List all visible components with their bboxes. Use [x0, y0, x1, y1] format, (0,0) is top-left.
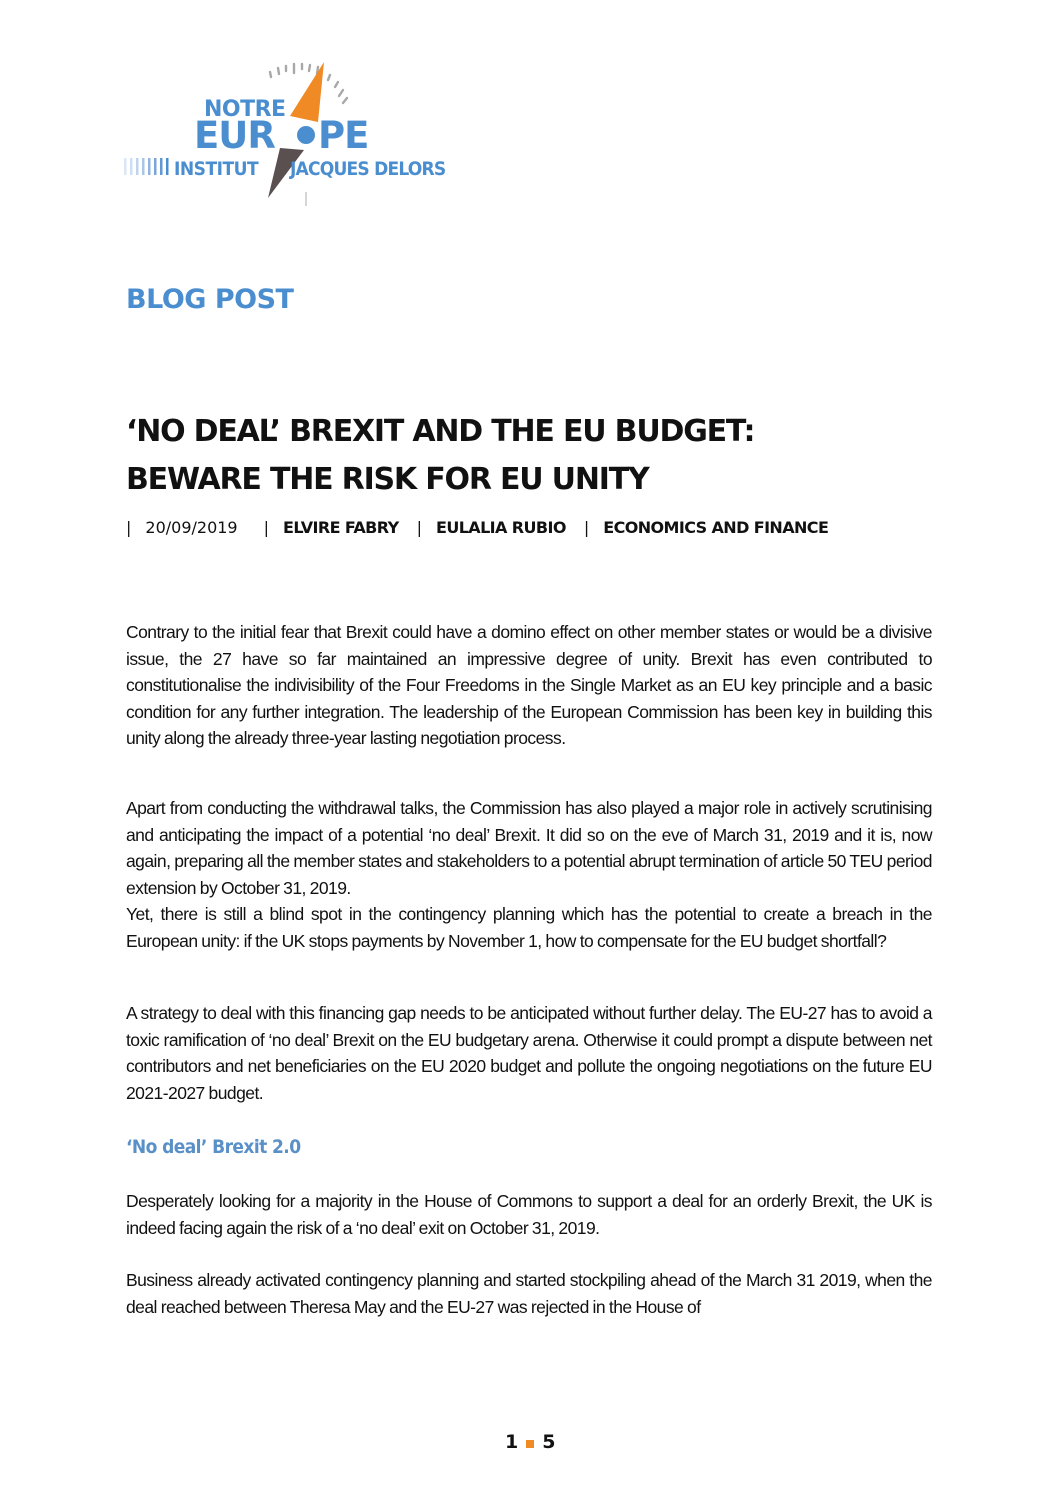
meta-separator: |	[263, 518, 269, 537]
logo-eur: EUR	[194, 114, 275, 157]
article-paragraph: Yet, there is still a blind spot in the contingency planning which has the potential to create a breach in the European unity: if the UK stops payments by November 1, how to compensate for the EU budget shortfall?	[126, 904, 932, 951]
meta-separator: |	[416, 518, 422, 537]
article-title	[126, 408, 754, 504]
author-link[interactable]: EULALIA RUBIO	[435, 518, 566, 537]
logo-notre: NOTRE	[204, 97, 286, 122]
logo-pe: PE	[318, 114, 369, 157]
meta-separator: |	[126, 518, 132, 537]
section-heading: ‘No deal’ Brexit 2.0	[126, 1136, 301, 1158]
notre-europe-logo	[118, 58, 448, 208]
logo-institut: INSTITUT	[174, 158, 259, 180]
logo-stripes-icon	[124, 158, 169, 175]
author-link[interactable]: ELVIRE FABRY	[283, 518, 399, 537]
article-paragraph: Business already activated contingency planning and started stockpiling ahead of the March 31 2019, when the deal reached between Theresa May and the EU-27 was rejected in the House of	[126, 1270, 932, 1317]
total-pages: 5	[542, 1431, 556, 1453]
blog-post-label: BLOG POST	[126, 284, 294, 315]
page-separator-icon	[526, 1440, 534, 1448]
article-paragraph: A strategy to deal with this financing gap needs to be anticipated without further delay. The EU-27 has to avoid a toxic ramification of ‘no deal’ Brexit on the EU budgetary arena. Otherwise it could prompt a dispute between net contributors and net beneficiaries on the EU 2020 budget and pollute the ongoing negotiations on the future EU 2021-2027 budget.	[126, 1003, 932, 1103]
publish-date: 20/09/2019	[145, 518, 238, 537]
meta-separator: |	[583, 518, 590, 537]
title-line-1: ‘NO DEAL’ BREXIT AND THE EU BUDGET:	[126, 414, 755, 449]
compass-dot-icon	[297, 126, 315, 144]
title-line-2: BEWARE THE RISK FOR EU UNITY	[126, 462, 649, 497]
category-link[interactable]: ECONOMICS AND FINANCE	[603, 518, 829, 537]
current-page: 1	[505, 1431, 519, 1453]
article-paragraph: Apart from conducting the withdrawal talks, the Commission has also played a major role in actively scrutinising and anticipating the impact of a potential ‘no deal’ Brexit. It did so on the eve of March 31, 2019 and it is, now again, preparing all the member states and stakeholders to a potential abrupt termination of article 50 TEU period extension by October 31, 2019.	[126, 798, 932, 898]
article-paragraph: Desperately looking for a majority in the House of Commons to support a deal for an orderly Brexit, the UK is indeed facing again the risk of a ‘no deal’ exit on October 31, 2019.	[126, 1191, 932, 1238]
article-paragraph: Contrary to the initial fear that Brexit could have a domino effect on other member states or would be a divisive issue, the 27 have so far maintained an impressive degree of unity. Brexit has even contributed to constitutionalise the indivisibility of the Four Freedoms in the Single Market as an EU key principle and a basic condition for any further integration. The leadership of the European Commission has been key in building this unity along the already three-year lasting negotiation process.	[126, 622, 932, 749]
page-number	[505, 1431, 555, 1453]
article-meta	[126, 518, 846, 537]
logo-jacques-delors: JACQUES DELORS	[290, 158, 446, 180]
